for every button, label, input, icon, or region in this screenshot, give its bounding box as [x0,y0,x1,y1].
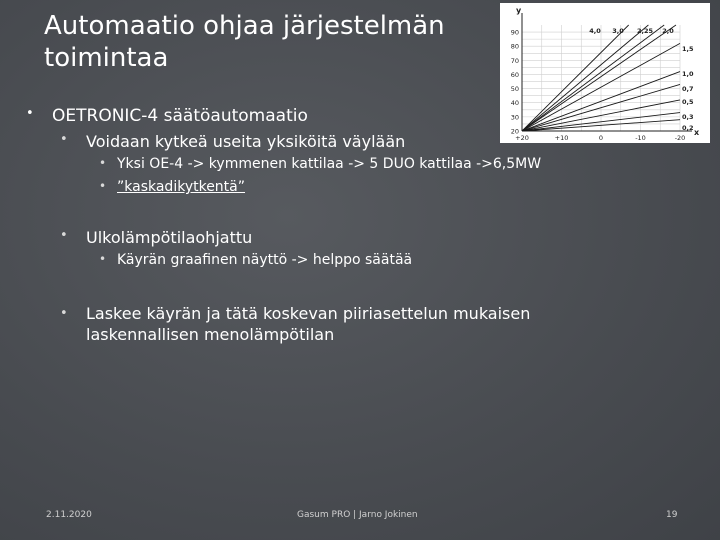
y-tick-label: 40 [510,99,519,108]
cascade-link[interactable]: ”kaskadikytkentä” [117,179,246,195]
curve-label-right: 1,5 [682,45,694,53]
bullet-text: Voidaan kytkeä useita yksiköitä väylään [86,132,406,151]
bullet-text: Yksi OE-4 -> kymmenen kattilaa -> 5 DUO kattilaa ->6,5MW [117,156,542,172]
footer-date: 2.11.2020 [46,510,92,520]
bullet-dot: • [99,179,107,193]
heating-curve-2-0 [522,25,676,131]
x-axis-label: x [694,128,700,137]
bullet-oetronic [26,106,308,126]
bullet-dot: • [99,252,107,266]
footer-author: Gasum PRO | Jarno Jokinen [297,510,418,520]
curve-label-top: 2,25 [636,27,654,35]
bullet-dot: • [60,306,68,321]
curve-label-right: 0,5 [682,98,694,106]
curve-label-top: 3,0 [612,27,624,35]
x-tick-label: 0 [598,134,604,142]
y-tick-label: 20 [510,127,519,136]
y-tick-label: 70 [510,56,519,65]
y-tick-label: 60 [510,70,519,79]
curve-label-top: 2,0 [662,27,674,35]
footer-page-number: 19 [666,510,678,520]
x-tick-label: -10 [635,134,646,142]
slide-title: Automaatio ohjaa järjestelmän toimintaa [44,11,445,73]
curve-label-right: 1,0 [682,70,694,78]
y-tick-label: 90 [510,28,519,37]
x-tick-label: -20 [674,134,686,142]
bullet-one-oe4 [99,156,542,172]
x-tick-label: +20 [515,134,529,142]
bullet-cascade[interactable] [99,179,246,195]
y-axis-label: y [516,6,522,15]
bullet-bus [60,132,406,151]
y-tick-label: 80 [510,42,519,51]
heating-curve-2-25 [522,25,664,131]
bullet-text: Käyrän graafinen näyttö -> helppo säätää [117,252,413,268]
y-tick-label: 50 [510,85,519,94]
y-tick-label: 30 [510,113,519,122]
heating-curve-3-0 [522,25,648,131]
x-tick-label: +10 [554,134,569,142]
bullet-text: Ulkolämpötilaohjattu [86,228,253,247]
heating-curve-chart [500,3,710,143]
bullet-dot: • [99,156,107,170]
bullet-dot: • [60,228,68,243]
bullet-outdoor [60,228,253,247]
bullet-dot: • [26,106,34,121]
bullet-text: Laskee käyrän ja tätä koskevan piiriasettelun mukaisen laskennallisen menolämpötilan [86,304,531,344]
curve-label-right: 0,3 [682,113,694,121]
curve-label-right: 0,2 [682,124,694,132]
curve-label-right: 0,7 [682,85,694,93]
bullet-dot: • [60,132,68,147]
bullet-text: OETRONIC-4 säätöautomaatio [52,106,308,126]
bullet-calculates [60,303,646,345]
curve-label-top: 4,0 [589,27,601,35]
bullet-graph [99,252,413,268]
